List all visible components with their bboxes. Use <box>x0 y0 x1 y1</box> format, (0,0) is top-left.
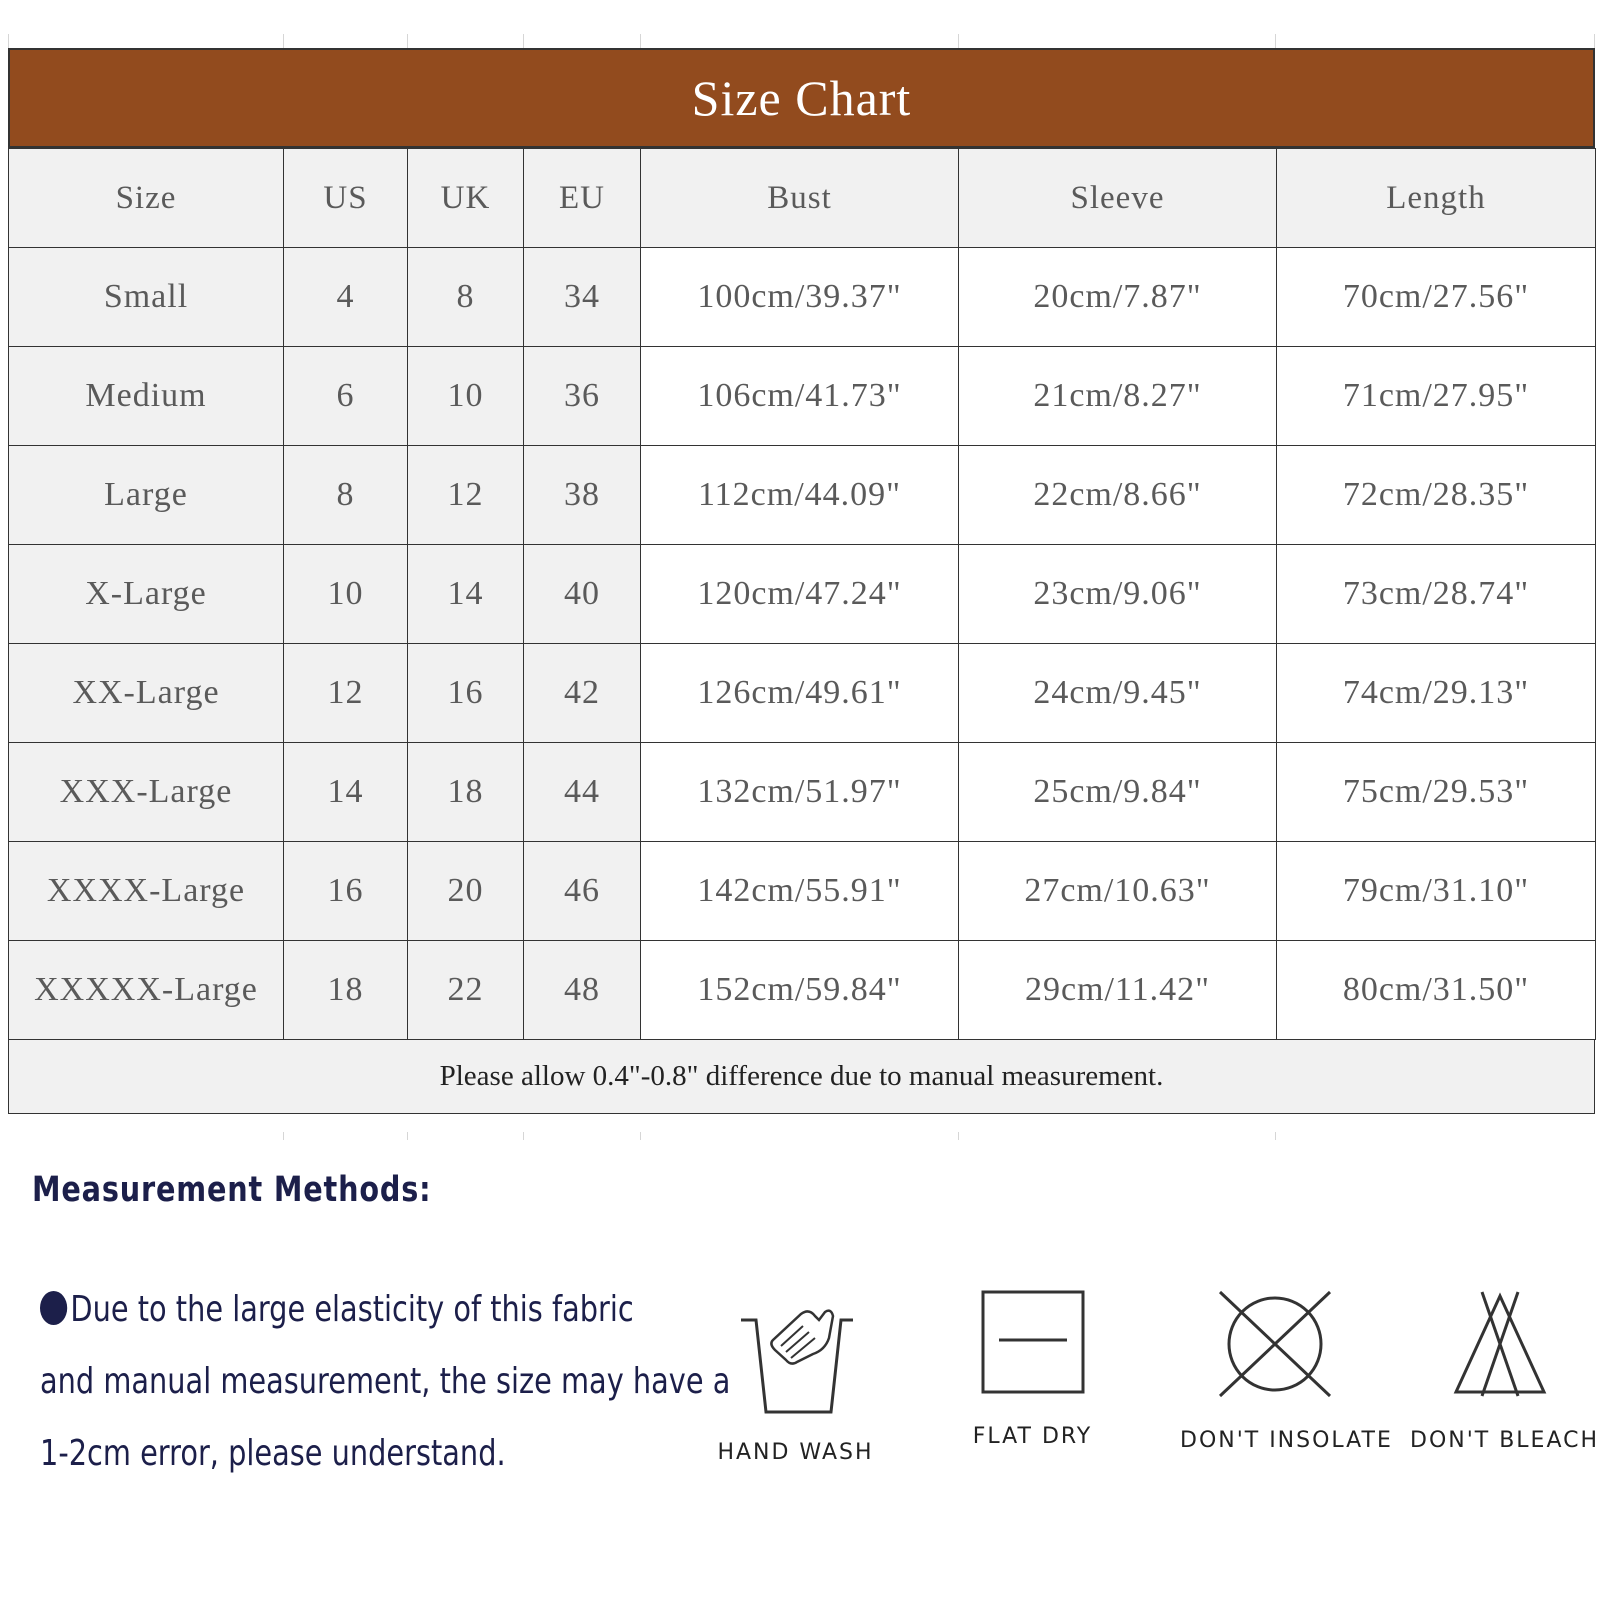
table-cell: 29cm/11.42" <box>959 941 1277 1040</box>
header-cell: EU <box>524 149 641 248</box>
header-cell: US <box>284 149 408 248</box>
table-cell: 22 <box>408 941 524 1040</box>
bullet-dot-icon <box>40 1291 67 1325</box>
table-cell: 106cm/41.73" <box>641 347 959 446</box>
size-chart-table <box>8 48 1595 1114</box>
header-cell: Bust <box>641 149 959 248</box>
table-cell: 70cm/27.56" <box>1277 248 1596 347</box>
table-row <box>9 842 1596 941</box>
table-cell: 8 <box>408 248 524 347</box>
description-line: 1-2cm error, please understand. <box>40 1433 506 1474</box>
table-cell: 14 <box>408 545 524 644</box>
table-cell: 80cm/31.50" <box>1277 941 1596 1040</box>
table-row <box>9 248 1596 347</box>
table-row <box>9 743 1596 842</box>
table-cell: 132cm/51.97" <box>641 743 959 842</box>
table-row <box>9 941 1596 1040</box>
table-cell: 46 <box>524 842 641 941</box>
table-cell: XXXXX-Large <box>9 941 284 1040</box>
table-cell: 21cm/8.27" <box>959 347 1277 446</box>
table-cell: XX-Large <box>9 644 284 743</box>
care-label: HAND WASH <box>717 1440 874 1465</box>
size-chart-title-bar <box>8 48 1595 148</box>
table-cell: 27cm/10.63" <box>959 842 1277 941</box>
table-cell: Small <box>9 248 284 347</box>
header-cell: Size <box>9 149 284 248</box>
table-cell: 48 <box>524 941 641 1040</box>
measurement-methods-heading: Measurement Methods: <box>32 1170 432 1210</box>
table-cell: 14 <box>284 743 408 842</box>
care-label: FLAT DRY <box>972 1424 1093 1449</box>
table-row <box>9 446 1596 545</box>
table-cell: 75cm/29.53" <box>1277 743 1596 842</box>
table-cell: 6 <box>284 347 408 446</box>
table-row <box>9 347 1596 446</box>
measurement-description <box>40 1289 731 1506</box>
table-cell: 40 <box>524 545 641 644</box>
table-cell: Medium <box>9 347 284 446</box>
top-tick-marks <box>0 34 1600 48</box>
table-cell: 152cm/59.84" <box>641 941 959 1040</box>
table-cell: XXXX-Large <box>9 842 284 941</box>
measurement-note-text: Please allow 0.4"-0.8" difference due to manual measurement. <box>439 1060 1164 1092</box>
header-cell: Sleeve <box>959 149 1277 248</box>
care-label: DON'T INSOLATE <box>1180 1428 1393 1453</box>
table-row <box>9 545 1596 644</box>
table-cell: 74cm/29.13" <box>1277 644 1596 743</box>
table-cell: 42 <box>524 644 641 743</box>
flat-dry-icon <box>981 1290 1085 1394</box>
hand-wash-icon <box>731 1290 861 1420</box>
table-cell: 126cm/49.61" <box>641 644 959 743</box>
table-cell: 112cm/44.09" <box>641 446 959 545</box>
care-label: DON'T BLEACH <box>1410 1428 1600 1453</box>
table-cell: 38 <box>524 446 641 545</box>
table-cell: 25cm/9.84" <box>959 743 1277 842</box>
table-cell: 18 <box>408 743 524 842</box>
table-cell: X-Large <box>9 545 284 644</box>
size-chart-title: Size Chart <box>691 70 912 126</box>
table-cell: 4 <box>284 248 408 347</box>
table-cell: 16 <box>284 842 408 941</box>
table-cell: 22cm/8.66" <box>959 446 1277 545</box>
table-cell: Large <box>9 446 284 545</box>
table-cell: 120cm/47.24" <box>641 545 959 644</box>
table-cell: 16 <box>408 644 524 743</box>
table-cell: 23cm/9.06" <box>959 545 1277 644</box>
measurement-note <box>8 1040 1595 1114</box>
care-dont-insolate <box>1180 1290 1393 1453</box>
bottom-tick-marks <box>0 1132 1600 1140</box>
table-cell: 10 <box>408 347 524 446</box>
table-cell: 20cm/7.87" <box>959 248 1277 347</box>
table-cell: 73cm/28.74" <box>1277 545 1596 644</box>
table-cell: 72cm/28.35" <box>1277 446 1596 545</box>
care-hand-wash <box>713 1290 878 1465</box>
table-cell: 36 <box>524 347 641 446</box>
dont-bleach-icon <box>1452 1290 1548 1398</box>
table-cell: 44 <box>524 743 641 842</box>
table-cell: 100cm/39.37" <box>641 248 959 347</box>
table-header-row <box>9 149 1596 248</box>
header-cell: Length <box>1277 149 1596 248</box>
care-dont-bleach <box>1410 1290 1600 1453</box>
description-line: Due to the large elasticity of this fabric <box>70 1289 634 1330</box>
care-flat-dry <box>965 1290 1100 1449</box>
dont-insolate-icon <box>1216 1290 1334 1398</box>
table-row <box>9 644 1596 743</box>
table-cell: XXX-Large <box>9 743 284 842</box>
table-cell: 24cm/9.45" <box>959 644 1277 743</box>
table-cell: 18 <box>284 941 408 1040</box>
header-cell: UK <box>408 149 524 248</box>
table-cell: 34 <box>524 248 641 347</box>
table-cell: 79cm/31.10" <box>1277 842 1596 941</box>
table-cell: 142cm/55.91" <box>641 842 959 941</box>
table-cell: 71cm/27.95" <box>1277 347 1596 446</box>
size-table <box>8 148 1596 1040</box>
table-cell: 20 <box>408 842 524 941</box>
description-line: and manual measurement, the size may have a <box>40 1361 731 1402</box>
table-cell: 12 <box>408 446 524 545</box>
table-cell: 10 <box>284 545 408 644</box>
table-cell: 8 <box>284 446 408 545</box>
table-cell: 12 <box>284 644 408 743</box>
